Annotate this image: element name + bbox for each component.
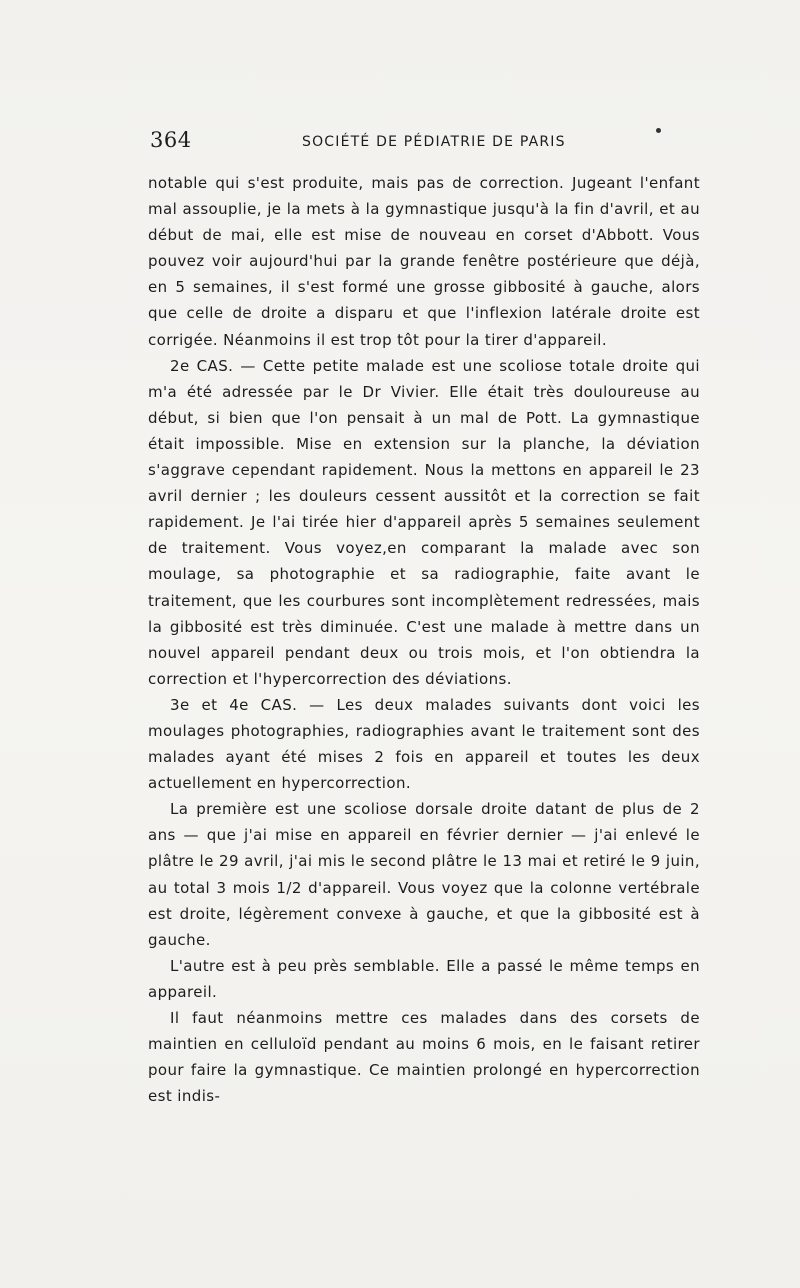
paragraph-3: 3e et 4e CAS. — Les deux malades suivants dont voici les moulages photographies, radiographies avant le traitement sont des malades ayant été mises 2 fois en appareil et toutes les deux actuellement en hypercorrection. (148, 695, 700, 793)
page-number: 364 (150, 128, 192, 152)
paragraph-2: 2e CAS. — Cette petite malade est une scoliose totale droite qui m'a été adressée par le Dr Vivier. Elle était très douloureuse au début, si bien que l'on pensait à un mal de Pott. La gymnastique était impossible. Mise en extension sur la planche, la déviation s'aggrave cependant rapidement. Nous la mettons en appareil le 23 avril dernier ; les douleurs cessent aussitôt et la correction se fait rapidement. Je l'ai tirée hier d'appareil après 5 semaines seulement de traitement. Vous voyez,en comparant la malade avec son moulage, sa photographie et sa radiographie, faite avant le traitement, que les courbures sont incomplètement redressées, mais la gibbosité est très diminuée. C'est une malade à mettre dans un nouvel appareil pendant deux ou trois mois, et l'on obtiendra la correction et l'hypercorrection des déviations. (148, 356, 700, 688)
paragraph-6: Il faut néanmoins mettre ces malades dans des corsets de maintien en celluloïd pendant au moins 6 mois, en le faisant retirer pour faire la gymnastique. Ce maintien prolongé en hypercorrection est indis- (148, 1009, 700, 1106)
running-head: SOCIÉTÉ DE PÉDIATRIE DE PARIS (302, 134, 566, 150)
paragraph-1: notable qui s'est produite, mais pas de correction. Jugeant l'enfant mal assouplie, je la mets à la gymnastique jusqu'à la fin d'avril, et au début de mai, elle est mise de nouveau en corset d'Abbott. Vous pouvez voir aujourd'hui par la grande fenêtre postérieure que déjà, en 5 semaines, il s'est formé une grosse gibbosité à gauche, alors que celle de droite a disparu et que l'inflexion latérale droite est corrigée. Néanmoins il est trop tôt pour la tirer d'appareil. (148, 174, 700, 349)
page-header (150, 128, 710, 158)
paragraph-4: La première est une scoliose dorsale droite datant de plus de 2 ans — que j'ai mise en appareil en février dernier — j'ai enlevé le plâtre le 29 avril, j'ai mis le second plâtre le 13 mai et retiré le 9 juin, au total 3 mois 1/2 d'appareil. Vous voyez que la colonne vertébrale est droite, légèrement convexe à gauche, et que la gibbosité est à gauche. (148, 800, 700, 949)
body-text (148, 170, 700, 1109)
ink-speck (656, 128, 661, 133)
paragraph-5: L'autre est à peu près semblable. Elle a passé le même temps en appareil. (148, 956, 700, 1001)
